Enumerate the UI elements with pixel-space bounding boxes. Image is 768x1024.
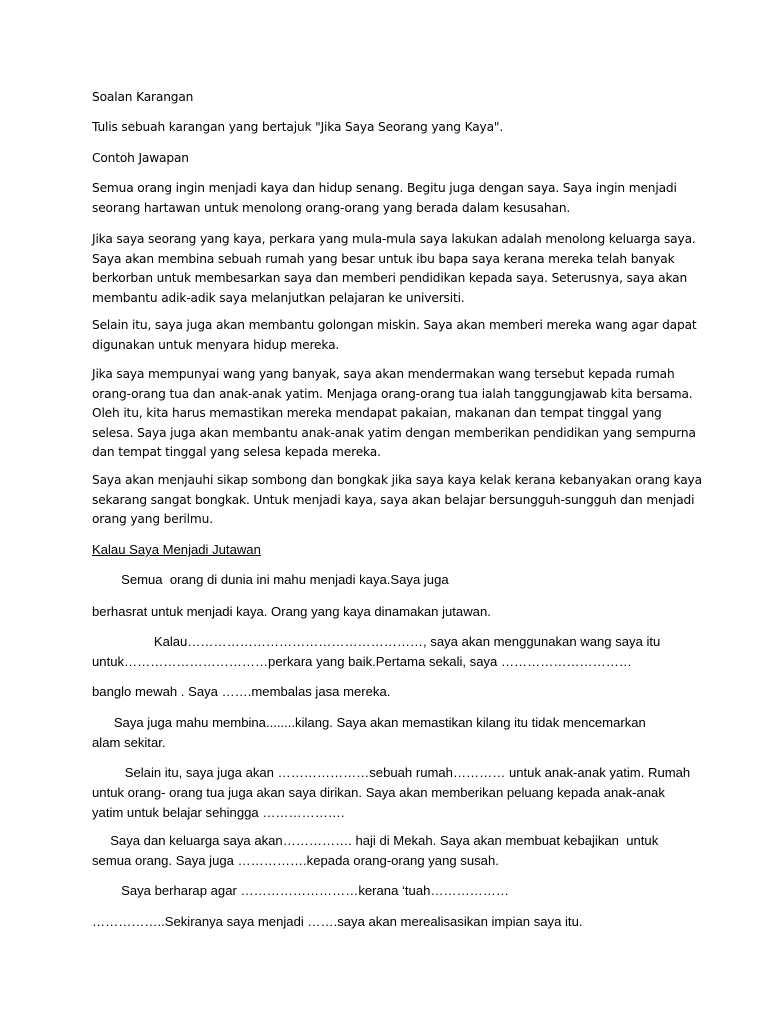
exercise-line: Selain itu, saya juga akan …………………sebuah rumah………… untuk anak-anak yatim. Rumah xyxy=(92,765,691,780)
essay-line: selesa. Saya juga akan membantu anak-anak yatim dengan memberikan pendidikan yang sempurna xyxy=(92,425,696,440)
exercise-line: untuk……………………………perkara yang baik.Pertama sekali, saya ………………………… xyxy=(92,654,632,669)
essay-line: seorang hartawan untuk menolong orang-orang yang berada dalam kesusahan. xyxy=(92,200,571,215)
essay-paragraph xyxy=(92,230,696,308)
exercise-line: banglo mewah . Saya …….membalas jasa mereka. xyxy=(92,684,391,699)
exercise-paragraph xyxy=(92,763,691,823)
exercise-line: berhasrat untuk menjadi kaya. Orang yang kaya dinamakan jutawan. xyxy=(92,604,491,619)
essay-line: orang-orang tua dan anak-anak yatim. Menjaga orang-orang tua ialah tanggungjawab kita bersama. xyxy=(92,386,693,401)
exercise-line: Saya dan keluarga saya akan……………. haji di Mekah. Saya akan membuat kebajikan untuk xyxy=(92,833,659,848)
essay-line: Saya akan menjauhi sikap sombong dan bongkak jika saya kaya kelak kerana kebanyakan orang kaya xyxy=(92,473,702,487)
essay-line: Oleh itu, kita harus memastikan mereka mendapat pakaian, makanan dan tempat tinggal yang xyxy=(92,406,662,420)
exercise-line: semua orang. Saya juga …………….kepada orang-orang yang susah. xyxy=(92,853,499,868)
question-text xyxy=(92,118,682,138)
essay-paragraph xyxy=(92,471,702,530)
essay-paragraph xyxy=(92,365,696,463)
exercise-line: Semua orang di dunia ini mahu menjadi kaya.Saya juga xyxy=(92,572,449,587)
exercise-paragraph xyxy=(92,682,682,702)
exercise-paragraph xyxy=(92,881,682,901)
essay-line: dan tempat tinggal yang selesa kepada mereka. xyxy=(92,445,381,459)
essay-line: Jika saya seorang yang kaya, perkara yang mula-mula saya lakukan adalah menolong keluarga saya. xyxy=(92,232,696,246)
exercise-paragraph xyxy=(92,570,682,590)
essay-line: Saya akan membina sebuah rumah yang besar untuk ibu bapa saya kerana mereka telah banyak xyxy=(92,251,675,266)
exercise-line: ……………..Sekiranya saya menjadi …….saya akan merealisasikan impian saya itu. xyxy=(92,914,583,929)
essay-line: membantu adik-adik saya melanjutkan pelajaran ke universiti. xyxy=(92,290,465,305)
essay-line: digunakan untuk menyara hidup mereka. xyxy=(92,337,340,352)
exercise-paragraph xyxy=(92,831,682,871)
exercise-line: untuk orang- orang tua juga akan saya dirikan. Saya akan memberikan peluang kepada anak-anak xyxy=(92,785,665,800)
exercise-title-text: Kalau Saya Menjadi Jutawan xyxy=(92,542,261,557)
exercise-title xyxy=(92,540,682,560)
essay-line: berkorban untuk membesarkan saya dan memberi pendidikan kepada saya. Seterusnya, saya akan xyxy=(92,271,688,285)
essay-paragraph xyxy=(92,316,697,355)
heading-contoh-text: Contoh Jawapan xyxy=(92,151,189,165)
exercise-line: yatim untuk belajar sehingga ………………. xyxy=(92,805,345,820)
essay-line: orang yang berilmu. xyxy=(92,512,213,526)
essay-line: sekarang sangat bongkak. Untuk menjadi kaya, saya akan belajar bersungguh-sungguh dan menjadi xyxy=(92,492,695,507)
exercise-line: Saya juga mahu membina........kilang. Saya akan memastikan kilang itu tidak mencemarkan xyxy=(92,715,646,730)
exercise-line: Saya berharap agar ………………………kerana ‘tuah……………… xyxy=(92,883,509,898)
exercise-paragraph xyxy=(92,632,682,672)
exercise-paragraph xyxy=(92,912,682,932)
exercise-paragraph xyxy=(92,713,682,753)
heading-soalan xyxy=(92,88,682,108)
essay-paragraph xyxy=(92,179,682,218)
exercise-paragraph xyxy=(92,602,682,622)
exercise-line: Kalau………………………………………………, saya akan menggunakan wang saya itu xyxy=(92,634,661,649)
essay-line: Jika saya mempunyai wang yang banyak, saya akan mendermakan wang tersebut kepada rumah xyxy=(92,367,675,381)
essay-line: Selain itu, saya juga akan membantu golongan miskin. Saya akan memberi mereka wang agar dapat xyxy=(92,318,697,332)
heading-contoh xyxy=(92,149,682,169)
exercise-line: alam sekitar. xyxy=(92,735,166,750)
heading-soalan-text: Soalan Karangan xyxy=(92,90,194,104)
question-line: Tulis sebuah karangan yang bertajuk "Jika Saya Seorang yang Kaya". xyxy=(92,120,504,134)
essay-line: Semua orang ingin menjadi kaya dan hidup senang. Begitu juga dengan saya. Saya ingin menjadi xyxy=(92,181,677,195)
